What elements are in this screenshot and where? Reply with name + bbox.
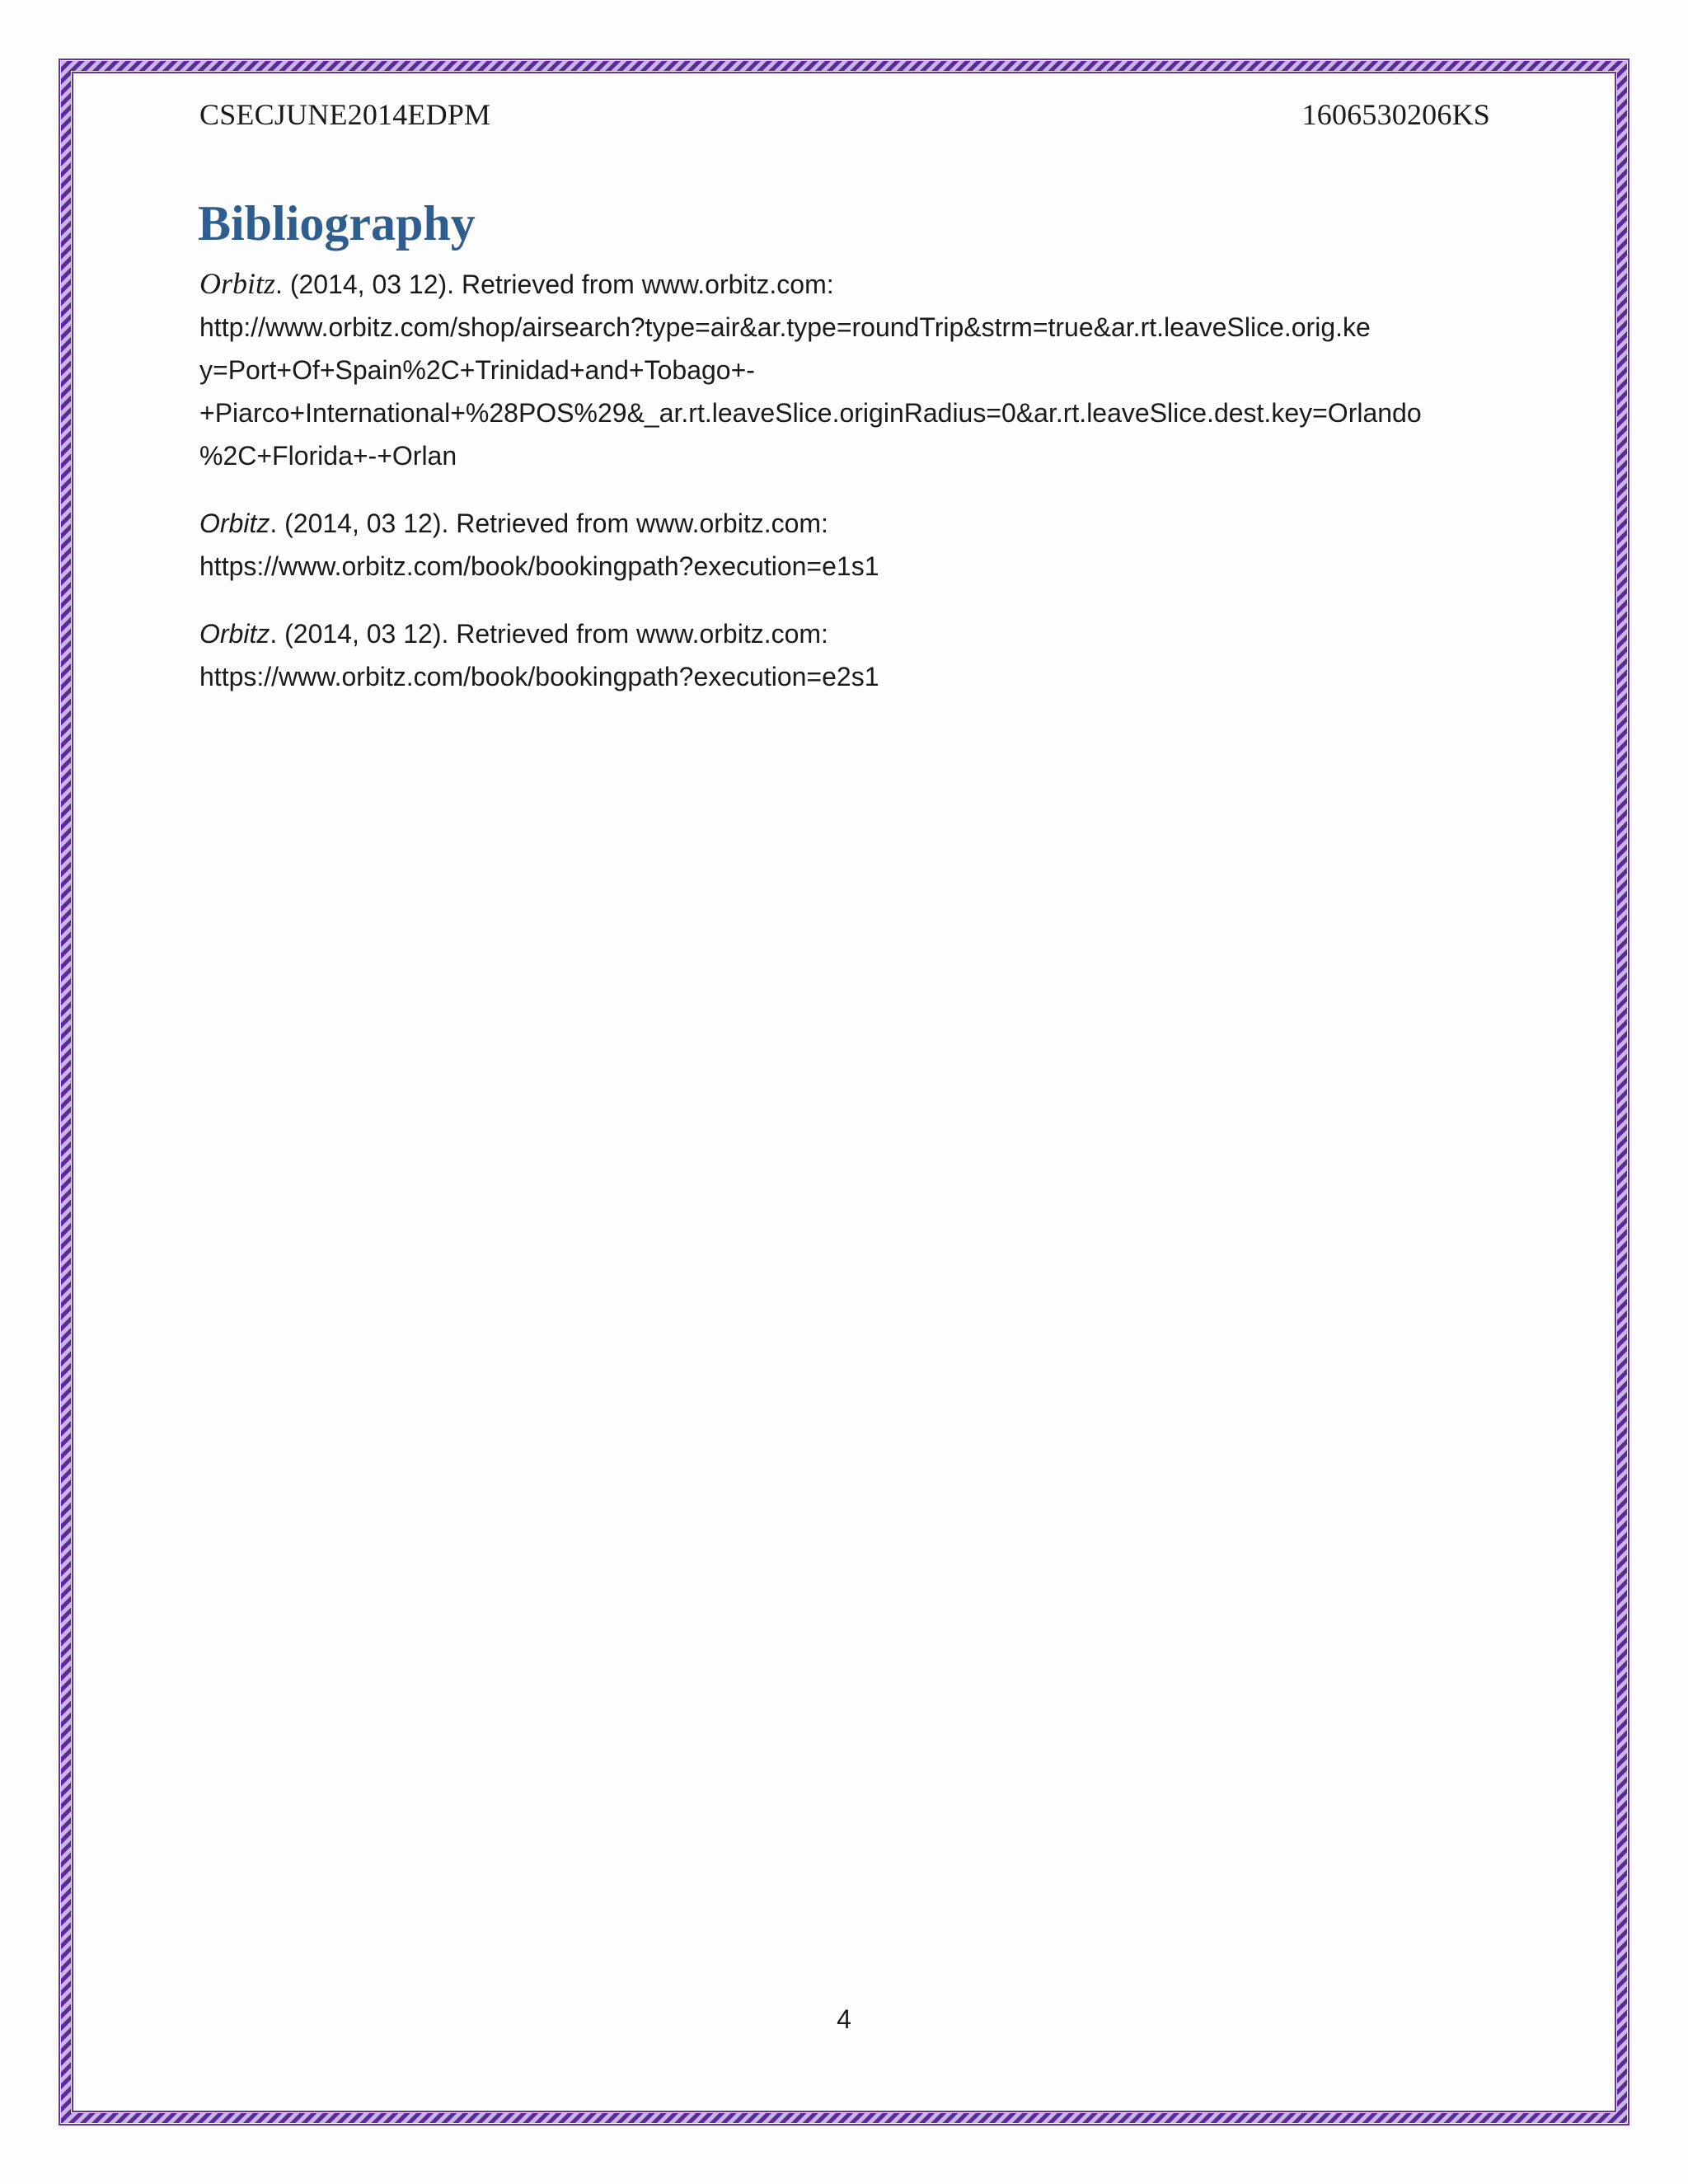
entry-url-line: https://www.orbitz.com/book/bookingpath?execution=e2s1 (199, 662, 879, 691)
entry-url-line: https://www.orbitz.com/book/bookingpath?execution=e1s1 (199, 551, 879, 581)
entry-source-title: Orbitz (199, 267, 276, 300)
entry-citation-text: . (2014, 03 12). Retrieved from www.orbitz.com: (275, 269, 834, 299)
page-number: 4 (837, 2004, 851, 2034)
entry-url-line: y=Port+Of+Spain%2C+Trinidad+and+Tobago+- (199, 355, 755, 385)
header-candidate-number: 1606530206KS (1301, 98, 1490, 131)
entry-citation-text: . (2014, 03 12). Retrieved from www.orbitz.com: (270, 509, 828, 538)
entry-url-line: +Piarco+International+%28POS%29&_ar.rt.leaveSlice.originRadius=0&ar.rt.leaveSlice.dest.key=Orlando (199, 398, 1422, 428)
entry-url-line: http://www.orbitz.com/shop/airsearch?type=air&ar.type=roundTrip&strm=true&ar.rt.leaveSlice.orig.ke (199, 312, 1371, 342)
bibliography-list (199, 262, 1493, 723)
entry-citation-text: . (2014, 03 12). Retrieved from www.orbitz.com: (270, 619, 828, 649)
entry-source-title: Orbitz (199, 619, 270, 649)
entry-url-line: %2C+Florida+-+Orlan (199, 441, 457, 471)
page-title: Bibliography (198, 196, 476, 251)
bibliography-entry-2 (199, 502, 1493, 588)
bibliography-entry-3 (199, 612, 1493, 698)
bibliography-entry-1 (199, 262, 1493, 477)
header-document-code: CSECJUNE2014EDPM (199, 98, 491, 131)
entry-source-title: Orbitz (199, 509, 270, 538)
